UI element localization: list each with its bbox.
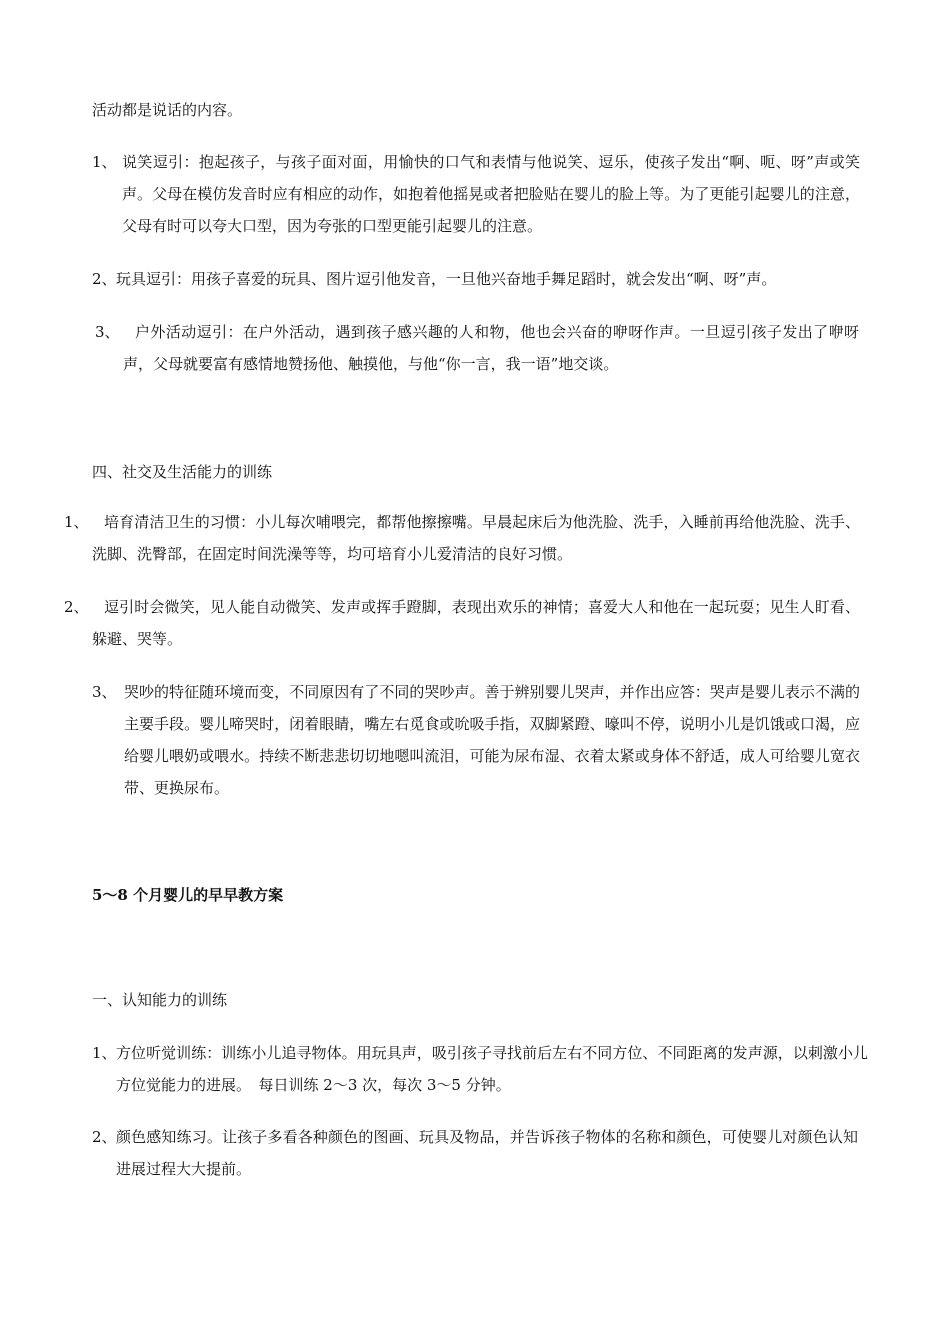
item-text: 颜色感知练习。让孩子多看各种颜色的图画、玩具及物品，并告诉孩子物体的名称和颜色，可使婴儿对颜色认知进展过程大大提前。 (116, 1128, 858, 1178)
list-item (64, 512, 874, 576)
list-item (92, 682, 872, 810)
item-number: 1、 (64, 513, 89, 531)
list-item (92, 1127, 872, 1191)
item-number: 3、 (95, 323, 120, 341)
section-heading: 一、认知能力的训练 (92, 991, 228, 1009)
item-number: 1、 (92, 1044, 117, 1062)
item-text: 户外活动逗引：在户外活动，遇到孩子感兴趣的人和物，他也会兴奋的咿呀作声。一旦逗引孩子发出了咿呀声，父母就要富有感情地赞扬他、触摸他，与他“你一言，我一语”地交谈。 (123, 323, 859, 373)
list-item (92, 1043, 872, 1107)
item-text: 说笑逗引：抱起孩子，与孩子面对面，用愉快的口气和表情与他说笑、逗乐，使孩子发出“啊、呃、呀”声或笑声。父母在模仿发音时应有相应的动作，如抱着他摇晃或者把脸贴在婴儿的脸上等。为了更能引起婴儿的注意，父母有时可以夸大口型，因为夸张的口型更能引起婴儿的注意。 (122, 153, 860, 235)
item-text: 玩具逗引：用孩子喜爱的玩具、图片逗引他发音，一旦他兴奋地手舞足蹈时，就会发出“啊、呀”声。 (116, 270, 777, 288)
item-text: 逗引时会微笑，见人能自动微笑、发声或挥手蹬脚，表现出欢乐的神情；喜爱大人和他在一起玩耍；见生人盯看、躲避、哭等。 (92, 598, 860, 648)
list-item (64, 597, 874, 661)
item-number: 3、 (92, 683, 117, 701)
section-heading: 四、社交及生活能力的训练 (92, 463, 273, 481)
item-text: 方位听觉训练：训练小儿追寻物体。用玩具声，吸引孩子寻找前后左右不同方位、不同距离的发声源，以刺激小儿方位觉能力的进展。 每日训练 2～3 次，每次 3～5 分钟。 (116, 1044, 868, 1094)
item-number: 2、 (64, 598, 89, 616)
list-item (92, 269, 882, 301)
intro-line: 活动都是说话的内容。 (92, 101, 243, 119)
item-number: 2、 (92, 1128, 117, 1146)
item-number: 2、 (92, 270, 117, 288)
list-item (95, 322, 875, 386)
item-text: 哭吵的特征随环境而变，不同原因有了不同的哭吵声。善于辨别婴儿哭声，并作出应答：哭声是婴儿表示不满的主要手段。婴儿啼哭时，闭着眼睛，嘴左右觅食或吮吸手指，双脚紧蹬、嚎叫不停，说明小儿是饥饿或口渴，应给婴儿喂奶或喂水。持续不断悲悲切切地嗯叫流泪，可能为尿布湿、衣着太紧或身体不舒适，成人可给婴儿宽衣带、更换尿布。 (124, 683, 860, 797)
item-number: 1、 (92, 153, 117, 171)
plan-title: 5～8 个月婴儿的早早教方案 (92, 886, 284, 904)
item-text: 培育清洁卫生的习惯：小儿每次哺喂完，都帮他擦擦嘴。早晨起床后为他洗脸、洗手，入睡前再给他洗脸、洗手、洗脚、洗臀部，在固定时间洗澡等等，均可培育小儿爱清洁的良好习惯。 (92, 513, 860, 563)
list-item (92, 152, 872, 248)
